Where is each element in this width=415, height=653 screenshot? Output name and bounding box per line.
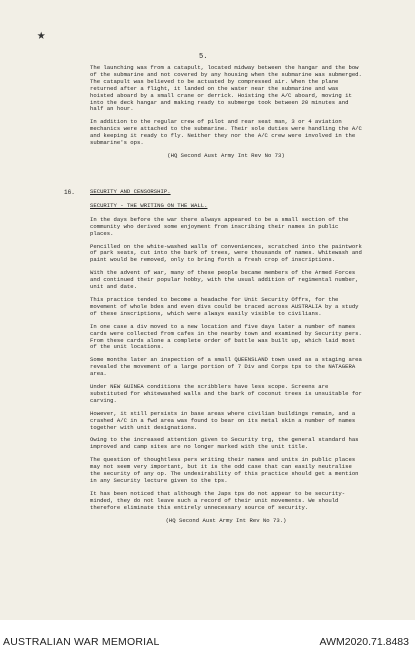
corner-mark: ★ xyxy=(37,28,46,44)
section-number: 16. xyxy=(64,189,75,196)
paragraph-div-moved: In one case a div moved to a new location and five days later a number of names cards were collected from cafes in the nearby town and examined by Security pers. From these cards alone a complete order of battle was built up, which laid most of the unit locations. xyxy=(90,322,362,351)
paragraph-crew: In addition to the regular crew of pilot and rear seat man, 3 or 4 aviation mechanics were attached to the submarine. Their sole duties were handling the A/C and keeping it ready to fly. Neither they nor the A/C crew were involved in the submarine's ops. xyxy=(90,118,362,147)
paragraph-launching: The launching was from a catapult, located midway between the hangar and the bow of the submarine and not covered by any housing when the submarine was submerged. The catapult was believed to be actuated by compressed air. When the plane returned after a flight, it landed on the water near the submarine and was hoisted aboard by a small crane or derrick. Hoisting the A/C aboard, moving it into the deck hangar and making ready to submerge took between 20 minutes and half an hour. xyxy=(90,64,362,113)
paragraph-new-guinea: Under NEW GUINEA conditions the scribblers have less scope. Screens are substituted for whitewashed walls and the bark of coconut trees is unsuitable for carving. xyxy=(90,383,362,404)
source-reference-2: (HQ Second Aust Army Int Rev No 73.) xyxy=(165,516,287,524)
upper-text-block xyxy=(90,65,362,165)
paragraph-security-trg: Owing to the increased attention given to Security trg, the general standard has improved and camp sites are no longer marked with the unit title. xyxy=(90,436,359,451)
paragraph-however: However, it still persists in base areas where civilian buildings remain, and a crashed A/C in a fwd area was found to bear on its metal skin a number of names together with unit designations. xyxy=(90,409,356,431)
paragraph-queensland: Some months later an inspection of a small QUEENSLAND town used as a staging area revealed the movement of a large portion of 7 Div and Corps tps to the NATAGERA area. xyxy=(90,356,362,378)
footer-institution: AUSTRALIAN WAR MEMORIAL xyxy=(3,636,160,648)
paragraph-pencilled: Pencilled on the white-washed walls of conveniences, scratched into the paintwork of park seats, cut into the bark of trees, were thousands of names. Whitewash and paint would be removed, only to bring forth a fresh crop of inscriptions. xyxy=(90,242,362,264)
section-subtitle: SECURITY - THE WRITING ON THE WALL. xyxy=(90,201,208,209)
paragraph-noticed: It has been noticed that although the Japs tps do not appear to be security-minded, they do not leave such a record of their unit movements. We should therefore eliminate this entirely unnecessary source of security. xyxy=(90,489,346,511)
paragraph-advent-of-war: With the advent of war, many of these people became members of the Armed Forces and continued their popular hobby, with the usual addition of regimental number, unit and date. xyxy=(90,269,359,291)
paragraph-question: The question of thoughtless pers writing their names and units in public places may not seem very important, but it is the odd case that can easily neutralise the security of any op. The undesirability of this practice should get a mention in any Security lecture given to the tps. xyxy=(90,456,359,484)
paragraph-headache: This practice tended to become a headache for Unit Security Offrs, for the movement of whole bdes and even divs could be traced across AUSTRALIA by a study of these inscriptions, which were always easily visible to civilians. xyxy=(90,295,359,317)
section-title: SECURITY AND CENSORSHIP. xyxy=(90,188,171,195)
footer-accession-number: AWM2020.71.8483 xyxy=(319,636,409,648)
page-number: 5. xyxy=(199,53,208,61)
footer-bar xyxy=(0,620,415,653)
section-text-block xyxy=(90,189,362,530)
source-reference: (HQ Second Aust Army Int Rev No 73) xyxy=(167,151,285,159)
paragraph-before-war: In the days before the war there always appeared to be a small section of the community who derived some enjoyment from inscribing their names in public places. xyxy=(90,215,349,237)
